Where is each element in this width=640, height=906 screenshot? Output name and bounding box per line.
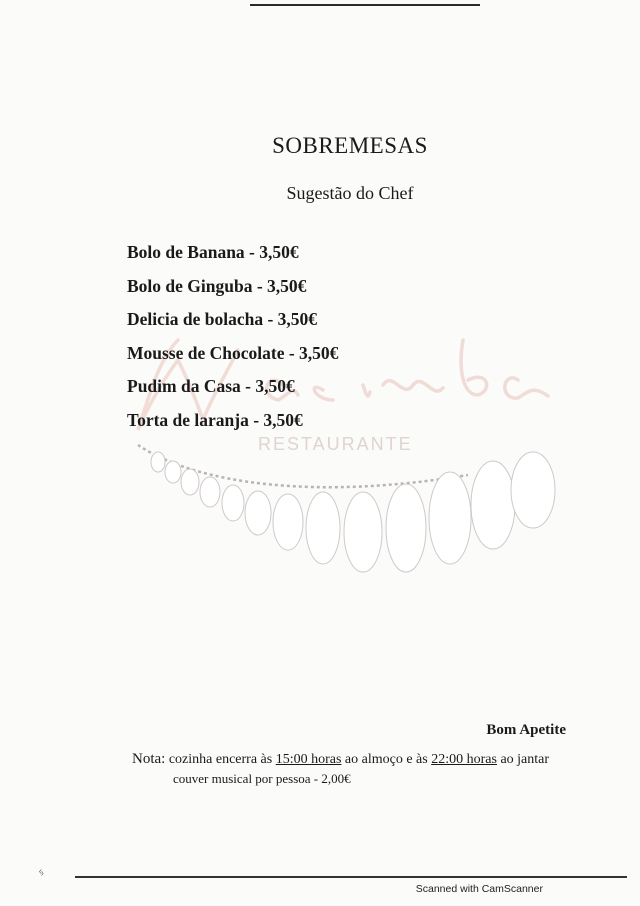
dessert-item-chocolate-mousse: Mousse de Chocolate - 3,50€ [127,342,339,363]
dessert-item-banana-cake: Bolo de Banana - 3,50€ [127,242,299,262]
note-line-1 [132,750,549,769]
scanner-watermark: Scanned with CamScanner [415,883,543,895]
dessert-item-ginguba-cake: Bolo de Ginguba - 3,50€ [127,275,307,296]
note-label: Nota: [132,751,166,767]
note-text-2: ao almoço e às [344,752,428,767]
menu-subtitle: Sugestão do Chef [286,183,414,203]
dessert-item-biscuit-delight: Delicia de bolacha - 3,50€ [127,309,318,330]
menu-title: SOBREMESAS [272,133,428,158]
lunch-closing-time: 15:00 horas [275,752,342,767]
dessert-list [127,239,338,441]
dessert-item-orange-tart: Torta de laranja - 3,50€ [127,409,303,430]
closing-greeting: Bom Apetite [486,722,566,738]
watermark-subtitle: RESTAURANTE [258,434,413,454]
dinner-closing-time: 22:00 horas [431,752,497,767]
page-mark: ᛃ [38,866,45,879]
note-text-3: ao jantar [500,752,550,767]
note-line-2: couver musical por pessoa - 2,00€ [173,771,351,786]
kitchen-note [132,750,549,788]
note-text-1: cozinha encerra às [168,752,273,767]
dessert-item-house-pudding: Pudim da Casa - 3,50€ [127,376,295,397]
bottom-divider [75,876,627,878]
top-divider [250,4,480,6]
